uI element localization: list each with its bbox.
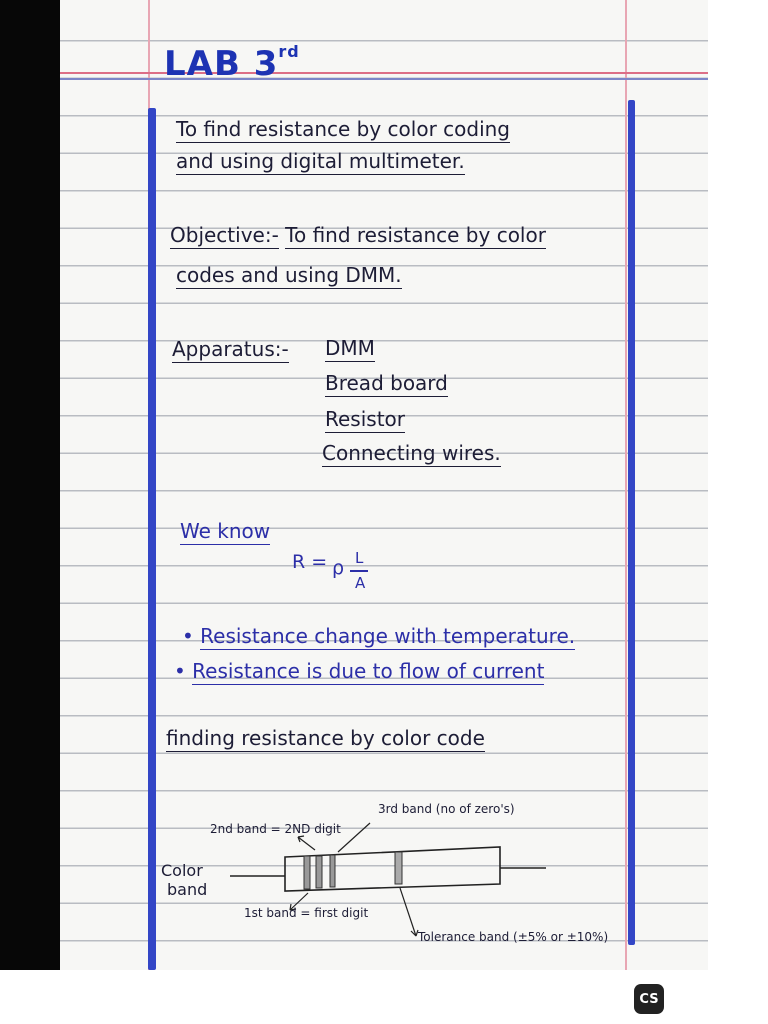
apparatus-item-connecting-wires-text: Connecting wires. bbox=[322, 441, 501, 465]
apparatus-item-resistor-text: Resistor bbox=[325, 407, 405, 431]
label-tolerance-band: Tolerance band (±5% or ±10%) bbox=[418, 930, 609, 944]
apparatus-item-bread-board bbox=[325, 371, 448, 395]
top-blue-rule bbox=[60, 78, 708, 80]
apparatus-item-bread-board-text: Bread board bbox=[325, 371, 448, 395]
objective-text: To find resistance by color bbox=[285, 223, 546, 247]
apparatus-item-dmm-text: DMM bbox=[325, 336, 375, 360]
aim-line-2 bbox=[176, 149, 465, 173]
formula-denominator: A bbox=[355, 574, 366, 592]
camscanner-badge: CS bbox=[634, 984, 664, 1014]
formula-lhs: R = bbox=[292, 551, 328, 573]
resistor-diagram bbox=[60, 790, 708, 970]
page-title bbox=[164, 42, 300, 84]
we-know-text: We know bbox=[180, 519, 271, 543]
bullet-2 bbox=[174, 659, 544, 683]
aim-line-2-text: and using digital multimeter. bbox=[176, 149, 465, 173]
title-text: LAB 3 bbox=[164, 44, 279, 84]
apparatus-item-dmm bbox=[325, 336, 375, 360]
objective-label: Objective:- bbox=[170, 223, 279, 247]
label-third-band: 3rd band (no of zero's) bbox=[378, 802, 515, 816]
section-heading bbox=[166, 726, 485, 750]
formula-rho: ρ bbox=[332, 557, 345, 579]
first-band bbox=[304, 856, 310, 889]
apparatus-label-text: Apparatus:- bbox=[172, 337, 289, 361]
apparatus-label bbox=[172, 337, 289, 361]
label-first-band: 1st band = first digit bbox=[244, 906, 369, 920]
objective-line-2 bbox=[176, 263, 402, 287]
notebook-page bbox=[60, 0, 708, 970]
bullet-dot-icon: • bbox=[174, 659, 186, 683]
third-band bbox=[330, 855, 335, 887]
arrow-to-tolerance-band bbox=[400, 888, 416, 936]
we-know-heading bbox=[180, 519, 270, 543]
objective-line-1 bbox=[170, 223, 546, 247]
tolerance-band bbox=[395, 852, 402, 884]
bullet-dot-icon: • bbox=[182, 624, 194, 648]
formula-numerator: L bbox=[355, 549, 364, 567]
second-band bbox=[316, 856, 322, 888]
bullet-2-text: Resistance is due to flow of current bbox=[192, 659, 545, 683]
section-heading-text: finding resistance by color code bbox=[166, 726, 485, 750]
top-red-rule bbox=[60, 72, 708, 74]
bullet-1 bbox=[182, 624, 575, 648]
aim-line-1-text: To find resistance by color coding bbox=[176, 117, 511, 141]
aim-line-1 bbox=[176, 117, 510, 141]
label-second-band: 2nd band = 2ND digit bbox=[210, 822, 341, 836]
label-color-band-2: band bbox=[167, 880, 208, 899]
label-color-band-1: Color bbox=[161, 861, 203, 880]
formula-fraction-bar bbox=[350, 570, 368, 572]
arrow-to-third-band bbox=[338, 823, 370, 852]
arrow-to-second-band bbox=[298, 837, 315, 850]
title-suffix: rd bbox=[278, 42, 300, 61]
objective-line-2-text: codes and using DMM. bbox=[176, 263, 402, 287]
scan-background-edge bbox=[0, 0, 60, 970]
apparatus-item-connecting-wires bbox=[322, 441, 501, 465]
bullet-1-text: Resistance change with temperature. bbox=[200, 624, 576, 648]
apparatus-item-resistor bbox=[325, 407, 405, 431]
